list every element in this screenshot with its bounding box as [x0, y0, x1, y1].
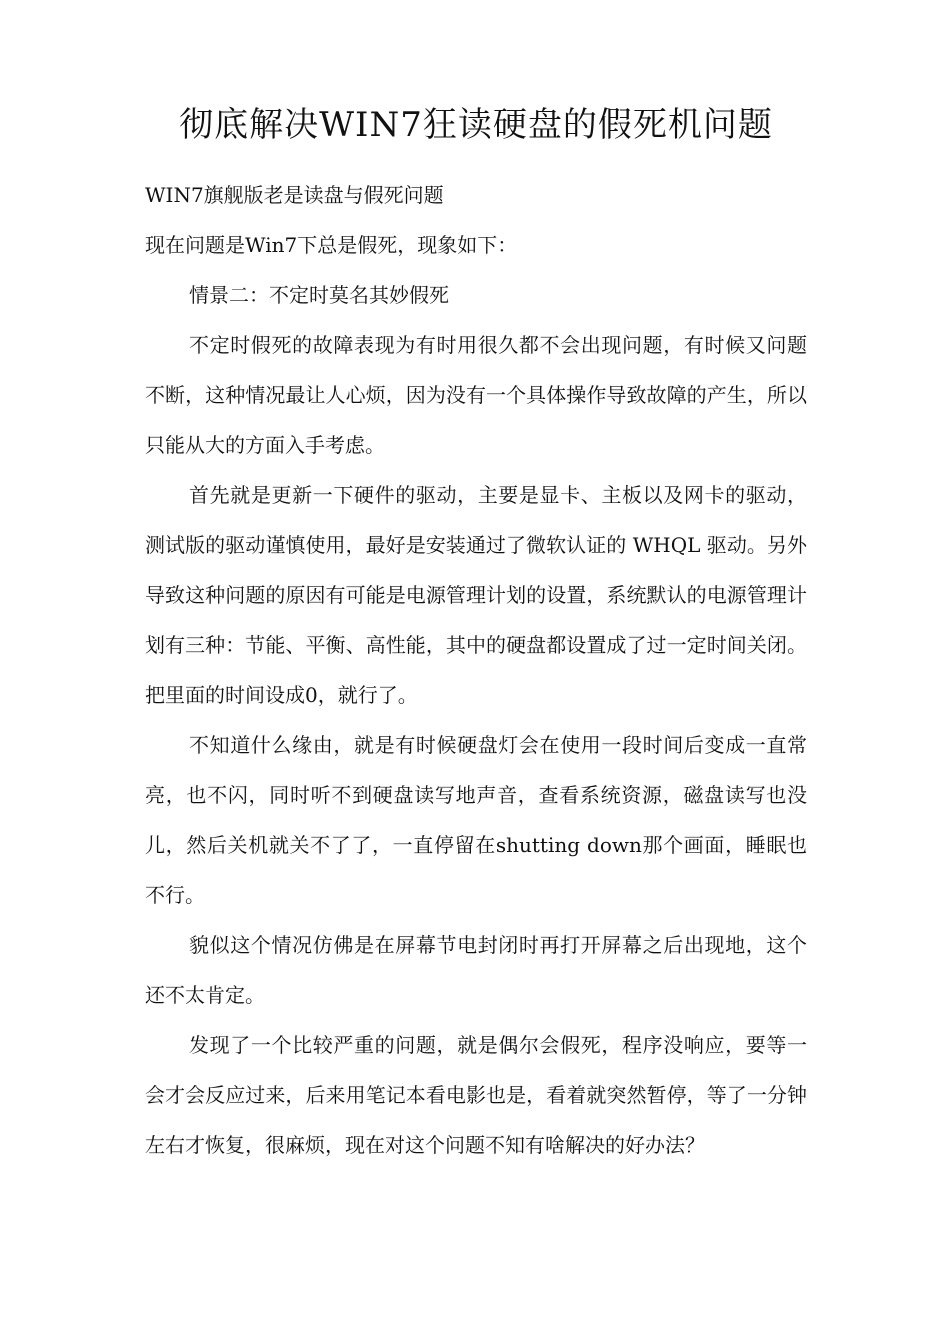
paragraph-question: 发现了一个比较严重的问题，就是偶尔会假死，程序没响应，要等一会才会反应过来，后来用笔记本看电影也是，看着就突然暂停，等了一分钟左右才恢复，很麻烦，现在对这个问题不知有啥解决的好办法？	[145, 1033, 807, 1157]
paragraph-driver-update: 首先就是更新一下硬件的驱动，主要是显卡、主板以及网卡的驱动，测试版的驱动谨慎使用，最好是安装通过了微软认证的 WHQL 驱动。另外导致这种问题的原因有可能是电源管理计划的设置，系统默认的电源管理计划有三种：节能、平衡、高性能，其中的硬盘都设置成了过一定时间关闭。把里面的时间设成0，就行了。	[145, 483, 807, 707]
paragraph-scenario: 情景二：不定时莫名其妙假死	[189, 283, 449, 307]
paragraph-symptom: 不定时假死的故障表现为有时用很久都不会出现问题，有时候又问题不断，这种情况最让人心烦，因为没有一个具体操作导致故障的产生，所以只能从大的方面入手考虑。	[145, 333, 807, 457]
paragraph-hdd-light: 不知道什么缘由，就是有时候硬盘灯会在使用一段时间后变成一直常亮，也不闪，同时听不到硬盘读写地声音，查看系统资源，磁盘读写也没儿，然后关机就关不了了，一直停留在shutting down那个画面，睡眠也不行。	[145, 733, 807, 907]
document-subtitle: WIN7旗舰版老是读盘与假死问题	[145, 183, 444, 207]
paragraph-screen-power: 貌似这个情况仿佛是在屏幕节电封闭时再打开屏幕之后出现地，这个还不太肯定。	[145, 933, 807, 1007]
document-intro: 现在问题是Win7下总是假死，现象如下：	[145, 233, 518, 257]
document-page	[145, 100, 807, 1170]
document-title: 彻底解决WIN7狂读硬盘的假死机问题	[179, 105, 773, 145]
